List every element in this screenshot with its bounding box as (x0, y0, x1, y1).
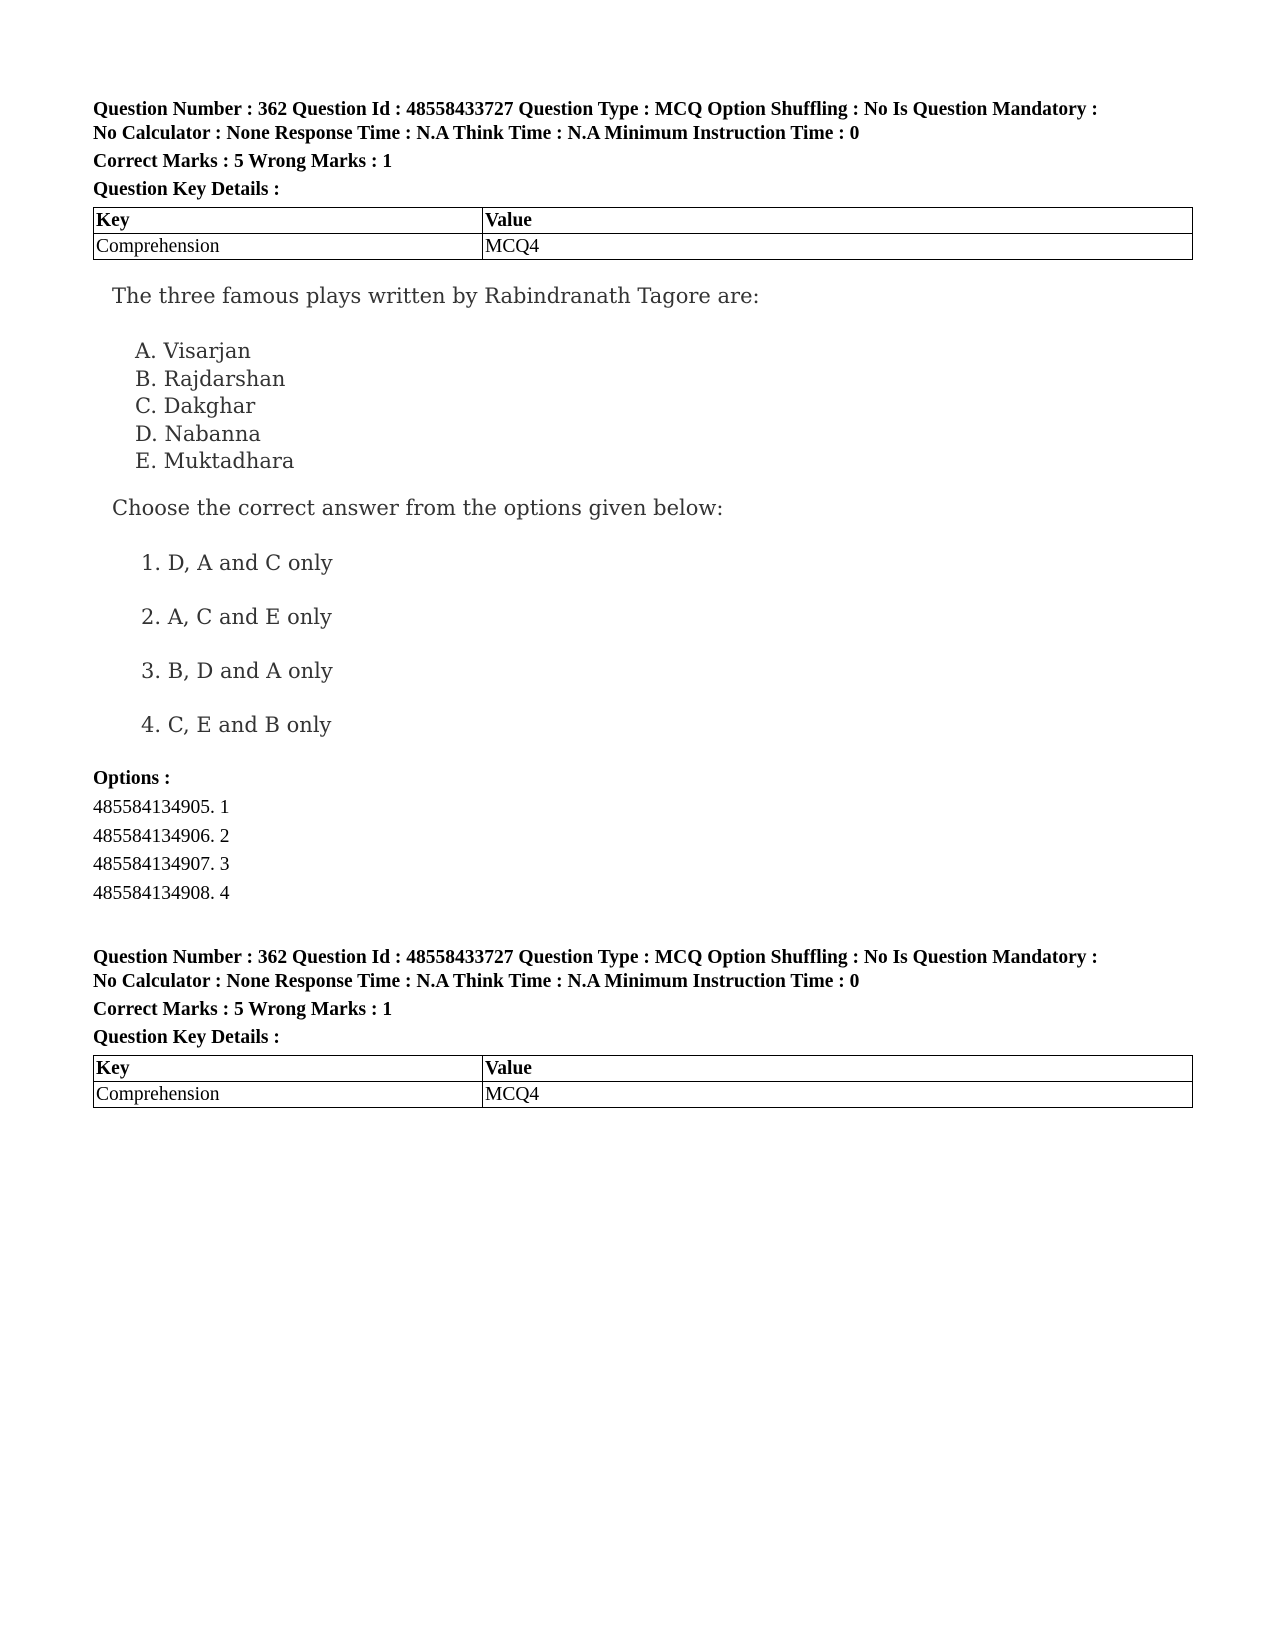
list-item: C. Dakghar (135, 394, 256, 418)
key-details-heading: Question Key Details : (93, 179, 280, 200)
list-item: E. Muktadhara (135, 449, 295, 473)
cell-key: Comprehension (94, 234, 483, 260)
header-key: Key (94, 208, 483, 234)
option-item: 485584134906. 2 (93, 825, 230, 847)
list-item: A. Visarjan (135, 339, 251, 363)
option-item: 485584134905. 1 (93, 797, 230, 818)
answer-choice: 2. A, C and E only (141, 605, 332, 629)
table-header-row (94, 1056, 1193, 1082)
question-instruction: Choose the correct answer from the options given below: (112, 496, 724, 520)
list-item: D. Nabanna (135, 421, 261, 446)
question-image (112, 284, 760, 744)
options-heading: Options : (93, 768, 171, 789)
list-item: B. Rajdarshan (135, 366, 286, 391)
question-prompt: The three famous plays written by Rabindranath Tagore are: (112, 284, 760, 308)
marks-line: Correct Marks : 5 Wrong Marks : 1 (93, 999, 393, 1020)
key-details-heading: Question Key Details : (93, 1027, 280, 1048)
play-list (135, 338, 294, 476)
key-details-table (93, 1055, 1193, 1108)
option-item: 485584134908. 4 (93, 883, 230, 905)
table-row (94, 1082, 1193, 1108)
question-meta-line-2: No Calculator : None Response Time : N.A Think Time : N.A Minimum Instruction Time : 0 (93, 970, 860, 992)
table-row (94, 234, 1193, 260)
marks-line: Correct Marks : 5 Wrong Marks : 1 (93, 151, 393, 172)
cell-key: Comprehension (94, 1082, 483, 1108)
options-list (93, 796, 230, 911)
question-meta (93, 946, 1193, 993)
key-details-table (93, 207, 1193, 260)
question-meta-line-2: No Calculator : None Response Time : N.A Think Time : N.A Minimum Instruction Time : 0 (93, 122, 860, 144)
header-value: Value (483, 208, 1193, 234)
cell-value: MCQ4 (483, 234, 1193, 260)
answer-choice: 4. C, E and B only (141, 713, 332, 737)
cell-value: MCQ4 (483, 1082, 1193, 1108)
option-item: 485584134907. 3 (93, 854, 230, 876)
question-meta (93, 98, 1193, 145)
question-meta-line-1: Question Number : 362 Question Id : 48558433727 Question Type : MCQ Option Shuffling : No Is Question Mandatory : (93, 99, 1098, 120)
answer-choice: 3. B, D and A only (141, 659, 333, 683)
answer-choices (141, 548, 333, 764)
header-key: Key (94, 1056, 483, 1082)
question-meta-line-1: Question Number : 362 Question Id : 48558433727 Question Type : MCQ Option Shuffling : No Is Question Mandatory : (93, 947, 1098, 968)
table-header-row (94, 208, 1193, 234)
answer-choice: 1. D, A and C only (141, 551, 333, 575)
header-value: Value (483, 1056, 1193, 1082)
